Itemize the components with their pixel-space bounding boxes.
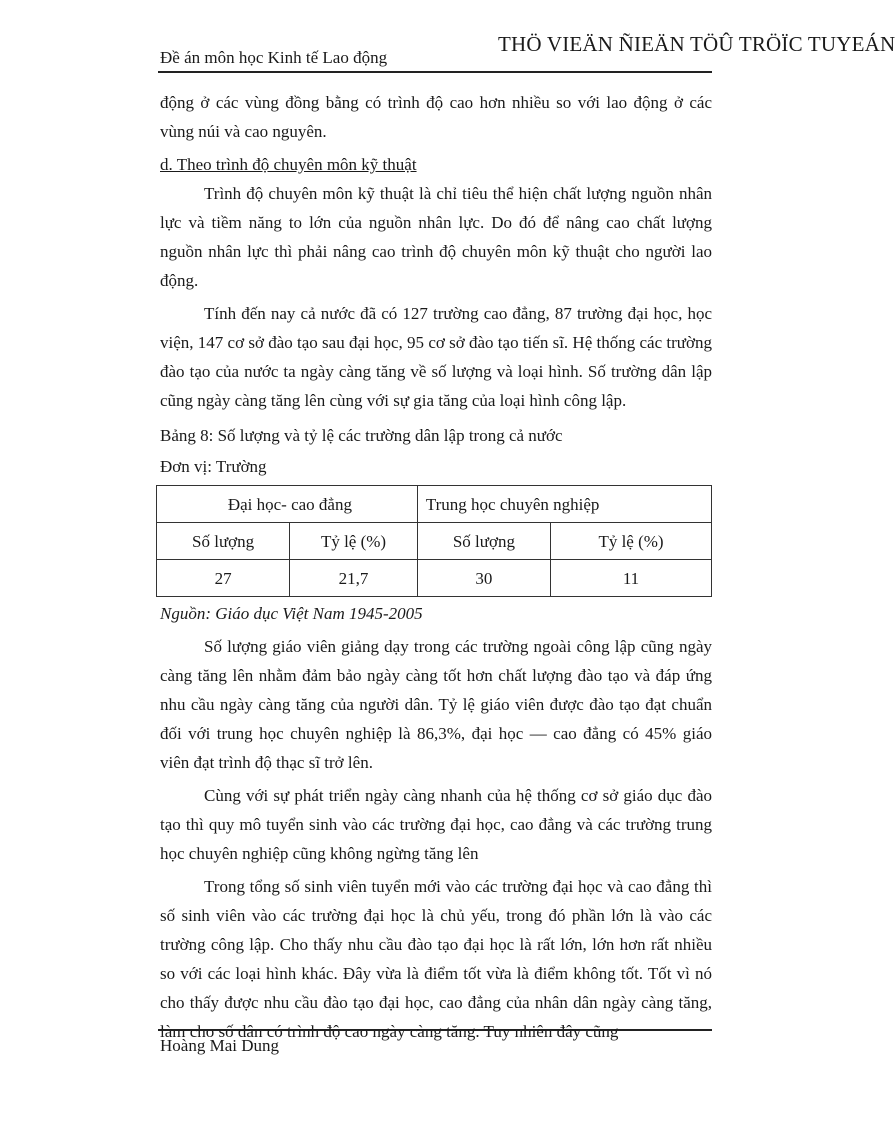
document-body — [160, 88, 712, 1046]
table-cell: 30 — [417, 560, 550, 597]
header-divider — [158, 71, 712, 73]
column-header: Số lượng — [157, 523, 290, 560]
table-source: Nguồn: Giáo dục Việt Nam 1945-2005 — [160, 604, 423, 623]
author-name: Hoàng Mai Dung — [160, 1036, 279, 1055]
group-header: Đại học- cao đẳng — [157, 486, 418, 523]
footer-divider — [158, 1029, 712, 1031]
paragraph: Số lượng giáo viên giảng dạy trong các trường ngoài công lập cũng ngày càng tăng lên nhằm đảm bảo ngày càng tốt hơn chất lượng đào tạo và đáp ứng nhu cầu ngày càng tăng của người dân. Tỷ lệ giáo viên được đào tạo đạt chuẩn đối với trung học chuyên nghiệp là 86,3%, đại học — cao đẳng có 45% giáo viên đạt trình độ thạc sĩ trở lên. — [160, 637, 712, 772]
library-header: THÖ VIEÄN ÑIEÄN TÖÛ TRÖÏC TUYEÁN — [498, 32, 895, 56]
column-header: Số lượng — [417, 523, 550, 560]
paragraph: Cùng với sự phát triển ngày càng nhanh của hệ thống cơ sở giáo dục đào tạo thì quy mô tuyển sinh vào các trường đại học, cao đẳng và các trường trung học chuyên nghiệp cũng không ngừng tăng lên — [160, 786, 712, 863]
table-header-row — [157, 523, 712, 560]
table-cell: 21,7 — [290, 560, 418, 597]
table-cell: 11 — [551, 560, 712, 597]
paragraph: Trình độ chuyên môn kỹ thuật là chỉ tiêu thể hiện chất lượng nguồn nhân lực và tiềm năng to lớn của nguồn nhân lực. Do đó để nâng cao chất lượng nguồn nhân lực thì phải nâng cao trình độ chuyên môn kỹ thuật cho người lao động. — [160, 184, 712, 290]
column-header: Tỷ lệ (%) — [290, 523, 418, 560]
table-row — [157, 560, 712, 597]
paragraph: động ở các vùng đồng bằng có trình độ cao hơn nhiều so với lao động ở các vùng núi và cao nguyên. — [160, 93, 712, 141]
course-title: Đề án môn học Kinh tế Lao động — [160, 48, 388, 67]
section-heading: d. Theo trình độ chuyên môn kỹ thuật — [160, 155, 417, 174]
table-group-row — [157, 486, 712, 523]
table-cell: 27 — [157, 560, 290, 597]
table-caption: Bảng 8: Số lượng và tỷ lệ các trường dân lập trong cả nước — [160, 426, 563, 445]
paragraph: Trong tổng số sinh viên tuyển mới vào các trường đại học và cao đẳng thì số sinh viên vào các trường đại học là chủ yếu, trong đó phần lớn là vào các trường công lập. Cho thấy nhu cầu đào tạo đại học là rất lớn, lớn hơn rất nhiều so với các loại hình khác. Đây vừa là điểm tốt vừa là điểm không tốt. Tốt vì nó cho thấy được nhu cầu đào tạo đại học, cao đẳng của nhân dân ngày càng tăng, làm cho số dân có trình độ cao ngày càng tăng. Tuy nhiên đây cũng — [160, 877, 712, 1041]
column-header: Tỷ lệ (%) — [551, 523, 712, 560]
table-unit: Đơn vị: Trường — [160, 457, 267, 476]
schools-table — [156, 485, 712, 597]
group-header: Trung học chuyên nghiệp — [417, 486, 711, 523]
paragraph: Tính đến nay cả nước đã có 127 trường cao đẳng, 87 trường đại học, học viện, 147 cơ sở đào tạo sau đại học, 95 cơ sở đào tạo tiến sĩ. Hệ thống các trường đào tạo của nước ta ngày càng tăng về số lượng và loại hình. Số trường dân lập cũng ngày càng tăng lên cùng với sự gia tăng của loại hình công lập. — [160, 304, 712, 410]
